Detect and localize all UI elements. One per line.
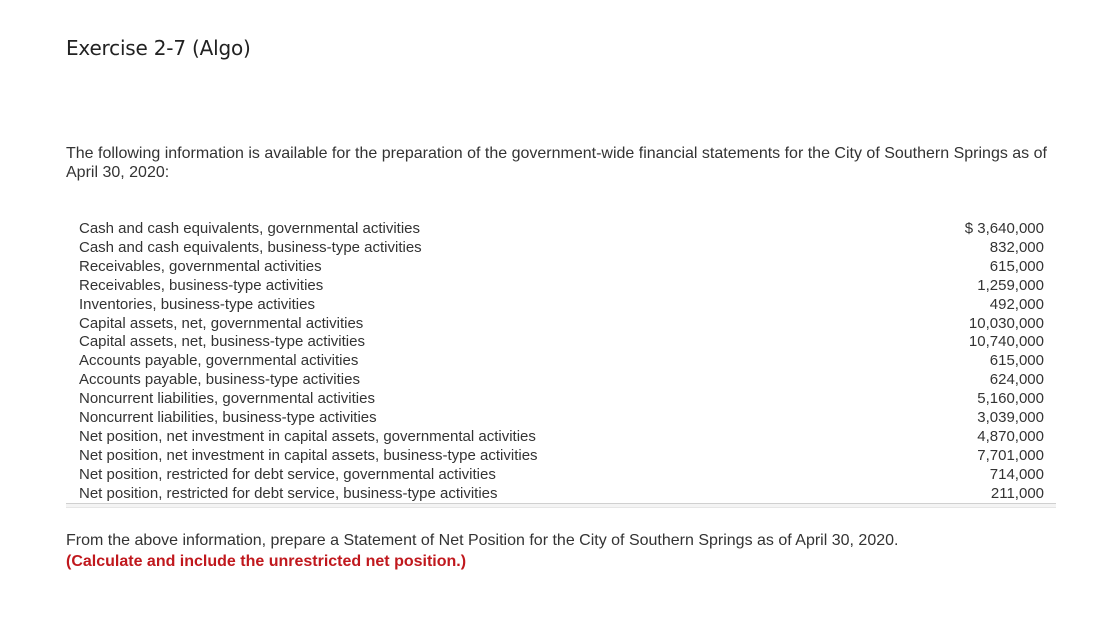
exercise-title: Exercise 2-7 (Algo) xyxy=(66,36,251,60)
account-label: Capital assets, net, business-type activities xyxy=(79,333,365,351)
account-amount: 7,701,000 xyxy=(977,446,1044,464)
account-amount: 3,039,000 xyxy=(977,409,1044,427)
account-balances-table xyxy=(66,220,1056,504)
account-label: Net position, restricted for debt service, governmental activities xyxy=(79,465,496,483)
account-label: Noncurrent liabilities, business-type activities xyxy=(79,409,377,427)
account-amount: 492,000 xyxy=(989,295,1044,313)
account-label: Accounts payable, business-type activities xyxy=(79,371,360,389)
intro-text: The following information is available for the preparation of the government-wide financial statements for the City of Southern Springs as of April 30, 2020: xyxy=(66,145,1047,181)
table-body xyxy=(66,220,1056,504)
table-row xyxy=(66,333,1056,352)
table-row xyxy=(66,371,1056,390)
table-row xyxy=(66,352,1056,371)
account-label: Accounts payable, governmental activities xyxy=(79,352,359,370)
account-label: Receivables, business-type activities xyxy=(79,276,324,294)
table-row xyxy=(66,296,1056,315)
table-row xyxy=(66,409,1056,428)
account-amount: 10,030,000 xyxy=(968,314,1044,332)
account-label: Net position, restricted for debt service, business-type activities xyxy=(79,484,498,502)
account-label: Capital assets, net, governmental activities xyxy=(79,314,364,332)
table-row xyxy=(66,315,1056,334)
account-label: Cash and cash equivalents, business-type activities xyxy=(79,238,422,256)
table-row xyxy=(66,220,1056,239)
account-label: Cash and cash equivalents, governmental activities xyxy=(79,220,421,237)
account-label: Receivables, governmental activities xyxy=(79,257,322,275)
instruction-block xyxy=(66,530,1056,572)
account-amount: 832,000 xyxy=(989,238,1044,256)
account-amount: 615,000 xyxy=(989,257,1044,275)
table-row xyxy=(66,390,1056,409)
table-divider xyxy=(66,503,1056,508)
account-amount: 1,259,000 xyxy=(977,276,1044,294)
table-row xyxy=(66,466,1056,485)
account-amount: 624,000 xyxy=(989,371,1044,389)
instruction-text: From the above information, prepare a Statement of Net Position for the City of Southern Springs as of April 30, 2020. xyxy=(66,532,899,549)
account-label: Net position, net investment in capital assets, business-type activities xyxy=(79,446,538,464)
table-row xyxy=(66,277,1056,296)
table-row xyxy=(66,485,1056,504)
table-row xyxy=(66,258,1056,277)
account-label: Inventories, business-type activities xyxy=(79,295,315,313)
account-amount: 615,000 xyxy=(989,352,1044,370)
account-amount: 4,870,000 xyxy=(977,427,1044,445)
table-row xyxy=(66,447,1056,466)
account-amount: 10,740,000 xyxy=(968,333,1044,351)
account-amount: 211,000 xyxy=(990,484,1044,502)
account-amount: $ 3,640,000 xyxy=(964,220,1044,237)
account-amount: 5,160,000 xyxy=(977,390,1044,408)
table-row xyxy=(66,428,1056,447)
table-row xyxy=(66,239,1056,258)
account-label: Net position, net investment in capital assets, governmental activities xyxy=(79,427,536,445)
account-label: Noncurrent liabilities, governmental activities xyxy=(79,390,375,408)
account-amount: 714,000 xyxy=(989,465,1044,483)
instruction-note: (Calculate and include the unrestricted net position.) xyxy=(66,553,467,570)
